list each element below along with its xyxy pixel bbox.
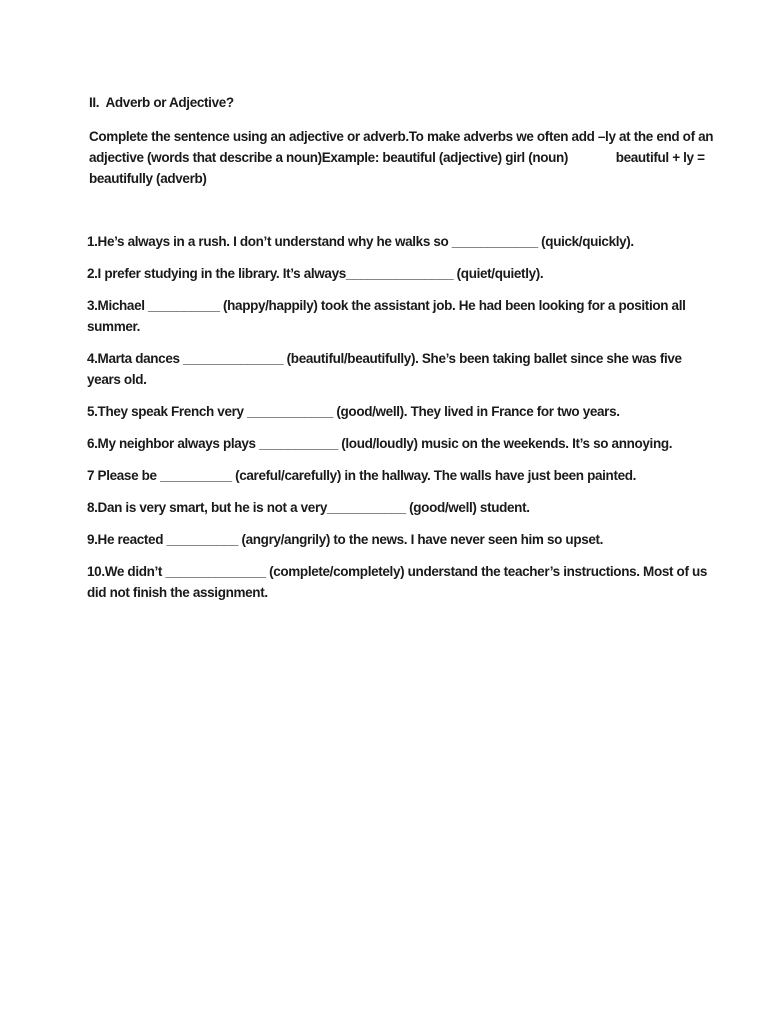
exercise-item-1: 1.He’s always in a rush. I don’t understand why he walks so ____________ (quick/quickly). (87, 234, 634, 249)
exercise-item-10: 10.We didn’t ______________ (complete/completely) understand the teacher’s instructions. Most of us did not finish the assignment. (87, 564, 711, 600)
exercise-item-3: 3.Michael __________ (happy/happily) took the assistant job. He had been looking for a position all summer. (87, 298, 689, 334)
exercise-item-4: 4.Marta dances ______________ (beautiful/beautifully). She’s been taking ballet since she was five years old. (87, 351, 686, 387)
instructions-line-2: adjective (words that describe a noun)Example: beautiful (adjective) girl (noun) beautiful + ly = (89, 150, 705, 165)
exercise-item-8: 8.Dan is very smart, but he is not a very___________ (good/well) student. (87, 500, 530, 515)
exercise-item-list (87, 231, 712, 603)
instructions-line-3: beautifully (adverb) (89, 171, 207, 186)
exercise-item-5: 5.They speak French very ____________ (good/well). They lived in France for two years. (87, 404, 620, 419)
section-heading: II. Adverb or Adjective? (89, 95, 234, 110)
exercise-item-6: 6.My neighbor always plays ___________ (loud/loudly) music on the weekends. It’s so annoying. (87, 436, 673, 451)
exercise-item-9: 9.He reacted __________ (angry/angrily) to the news. I have never seen him so upset. (87, 532, 604, 547)
instructions-paragraph (89, 126, 718, 189)
exercise-item-2: 2.I prefer studying in the library. It’s always_______________ (quiet/quietly). (87, 266, 544, 281)
exercise-item-7: 7 Please be __________ (careful/carefully) in the hallway. The walls have just been painted. (87, 468, 637, 483)
instructions-line-1: Complete the sentence using an adjective or adverb.To make adverbs we often add –ly at the end of an (89, 129, 714, 144)
